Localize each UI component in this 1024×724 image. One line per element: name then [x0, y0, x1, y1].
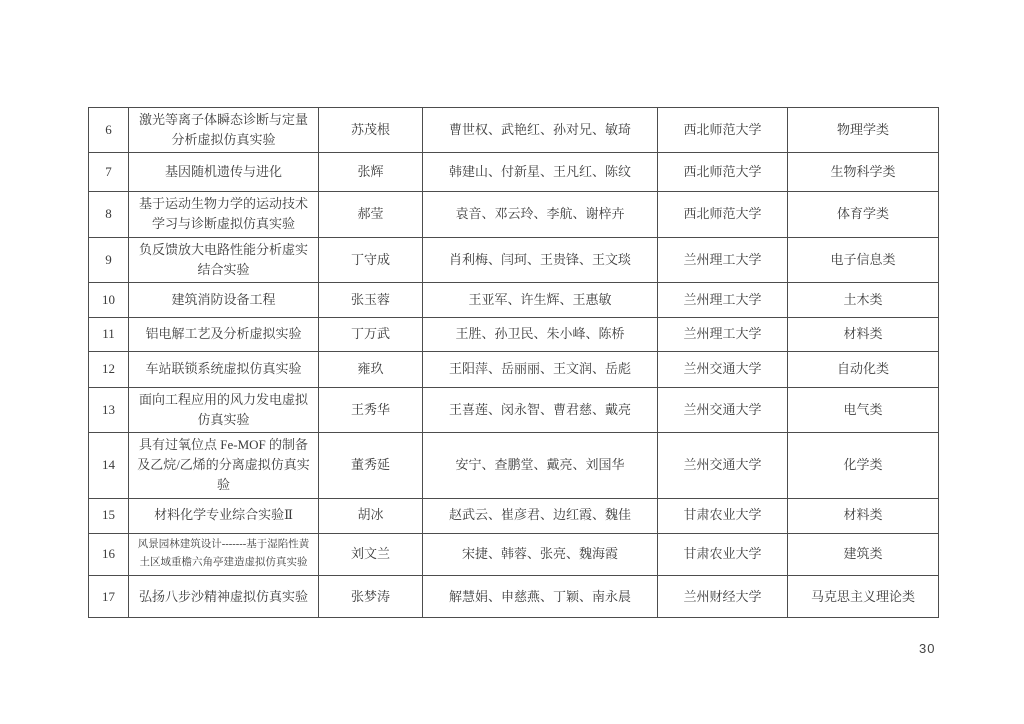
category-cell: 马克思主义理论类: [788, 576, 939, 618]
leader-cell: 胡冰: [319, 498, 423, 533]
leader-cell: 雍玖: [319, 351, 423, 387]
members-cell: 安宁、查鹏堂、戴亮、刘国华: [423, 433, 658, 498]
table-row: [89, 317, 939, 351]
project-title-cell: 激光等离子体瞬态诊断与定量分析虚拟仿真实验: [129, 108, 319, 153]
table-row: [89, 533, 939, 576]
page-number: 30: [919, 641, 936, 656]
leader-cell: 郝莹: [319, 192, 423, 237]
university-cell: 甘肃农业大学: [658, 533, 788, 576]
category-cell: 材料类: [788, 317, 939, 351]
row-number-cell: 11: [89, 317, 129, 351]
category-cell: 体育学类: [788, 192, 939, 237]
row-number-cell: 15: [89, 498, 129, 533]
members-cell: 解慧娟、申慈燕、丁颖、南永晨: [423, 576, 658, 618]
table-body: [89, 108, 939, 618]
university-cell: 西北师范大学: [658, 153, 788, 192]
category-cell: 建筑类: [788, 533, 939, 576]
members-cell: 肖利梅、闫珂、王贵锋、王文琰: [423, 237, 658, 282]
table-row: [89, 282, 939, 317]
leader-cell: 张玉蓉: [319, 282, 423, 317]
project-title-cell: 车站联锁系统虚拟仿真实验: [129, 351, 319, 387]
table-row: [89, 576, 939, 618]
row-number-cell: 12: [89, 351, 129, 387]
row-number-cell: 7: [89, 153, 129, 192]
university-cell: 兰州交通大学: [658, 387, 788, 432]
table-row: [89, 498, 939, 533]
leader-cell: 苏茂根: [319, 108, 423, 153]
members-cell: 袁音、邓云玲、李航、谢梓卉: [423, 192, 658, 237]
table-row: [89, 237, 939, 282]
project-title-cell: 基因随机遗传与进化: [129, 153, 319, 192]
leader-cell: 王秀华: [319, 387, 423, 432]
row-number-cell: 14: [89, 433, 129, 498]
leader-cell: 丁万武: [319, 317, 423, 351]
table-row: [89, 351, 939, 387]
project-title-cell: 铝电解工艺及分析虚拟实验: [129, 317, 319, 351]
university-cell: 兰州交通大学: [658, 351, 788, 387]
category-cell: 生物科学类: [788, 153, 939, 192]
table-row: [89, 192, 939, 237]
category-cell: 自动化类: [788, 351, 939, 387]
row-number-cell: 16: [89, 533, 129, 576]
members-cell: 曹世权、武艳红、孙对兄、敏琦: [423, 108, 658, 153]
row-number-cell: 8: [89, 192, 129, 237]
category-cell: 电子信息类: [788, 237, 939, 282]
row-number-cell: 6: [89, 108, 129, 153]
members-cell: 王亚军、许生辉、王惠敏: [423, 282, 658, 317]
university-cell: 西北师范大学: [658, 108, 788, 153]
members-cell: 韩建山、付新星、王凡红、陈纹: [423, 153, 658, 192]
category-cell: 物理学类: [788, 108, 939, 153]
members-cell: 王胜、孙卫民、朱小峰、陈桥: [423, 317, 658, 351]
members-cell: 赵武云、崔彦君、边红霞、魏佳: [423, 498, 658, 533]
category-cell: 电气类: [788, 387, 939, 432]
university-cell: 西北师范大学: [658, 192, 788, 237]
row-number-cell: 9: [89, 237, 129, 282]
project-title-cell: 弘扬八步沙精神虚拟仿真实验: [129, 576, 319, 618]
project-title-cell: 风景园林建筑设计-------基于湿陷性黄土区域重檐六角亭建造虚拟仿真实验: [129, 533, 319, 576]
university-cell: 兰州财经大学: [658, 576, 788, 618]
university-cell: 兰州理工大学: [658, 282, 788, 317]
row-number-cell: 13: [89, 387, 129, 432]
table-row: [89, 433, 939, 498]
leader-cell: 张梦涛: [319, 576, 423, 618]
table-row: [89, 153, 939, 192]
leader-cell: 张辉: [319, 153, 423, 192]
category-cell: 化学类: [788, 433, 939, 498]
university-cell: 兰州理工大学: [658, 237, 788, 282]
project-title-cell: 基于运动生物力学的运动技术学习与诊断虚拟仿真实验: [129, 192, 319, 237]
projects-table: [88, 107, 939, 618]
leader-cell: 丁守成: [319, 237, 423, 282]
row-number-cell: 17: [89, 576, 129, 618]
university-cell: 甘肃农业大学: [658, 498, 788, 533]
leader-cell: 董秀延: [319, 433, 423, 498]
members-cell: 王阳萍、岳丽丽、王文润、岳彪: [423, 351, 658, 387]
table-row: [89, 108, 939, 153]
project-title-cell: 负反馈放大电路性能分析虚实结合实验: [129, 237, 319, 282]
university-cell: 兰州交通大学: [658, 433, 788, 498]
row-number-cell: 10: [89, 282, 129, 317]
members-cell: 王喜莲、闵永智、曹君慈、戴亮: [423, 387, 658, 432]
category-cell: 土木类: [788, 282, 939, 317]
project-title-cell: 具有过氧位点 Fe-MOF 的制备及乙烷/乙烯的分离虚拟仿真实验: [129, 433, 319, 498]
project-title-cell: 材料化学专业综合实验Ⅱ: [129, 498, 319, 533]
table-row: [89, 387, 939, 432]
leader-cell: 刘文兰: [319, 533, 423, 576]
project-title-cell: 面向工程应用的风力发电虚拟仿真实验: [129, 387, 319, 432]
project-title-cell: 建筑消防设备工程: [129, 282, 319, 317]
university-cell: 兰州理工大学: [658, 317, 788, 351]
category-cell: 材料类: [788, 498, 939, 533]
members-cell: 宋捷、韩蓉、张亮、魏海霞: [423, 533, 658, 576]
